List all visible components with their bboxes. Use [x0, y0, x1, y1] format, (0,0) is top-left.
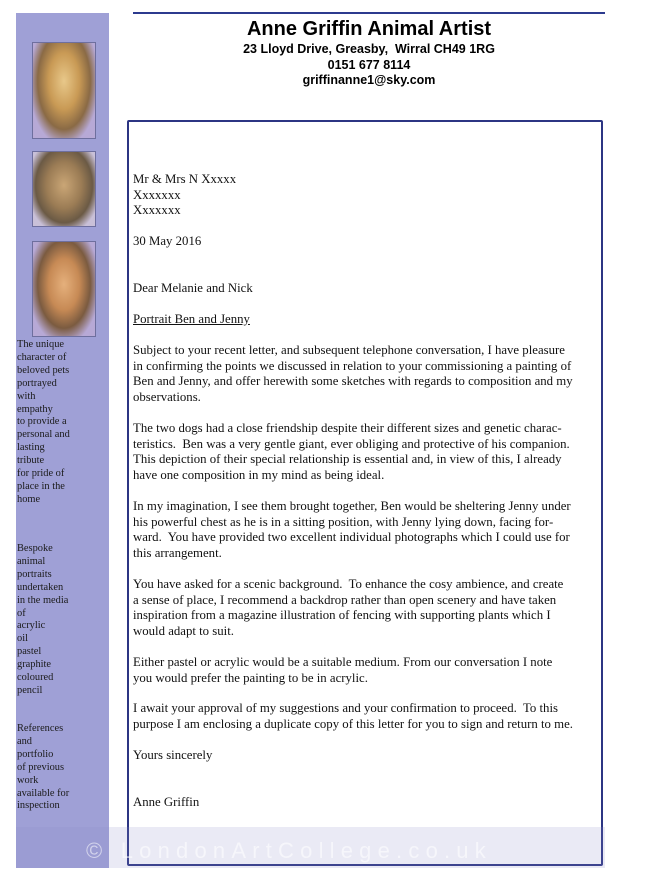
paragraph-4 [133, 577, 603, 639]
paragraph-5 [133, 655, 603, 686]
text-line: ward. You have provided two excellent individual photographs which I could use for [133, 530, 570, 545]
text-line: I await your approval of my suggestions and your confirmation to proceed. To this [133, 701, 558, 715]
text-line: pastel [17, 646, 42, 658]
text-line: References [17, 723, 64, 734]
text-line: inspiration from a magazine illustration of fencing with supporting plants which I [133, 608, 551, 623]
watermark-text: © LondonArtCollege.co.uk [86, 838, 492, 863]
text-line: Ben and Jenny, and offer herewith some sketches with regards to composition and my [133, 374, 573, 389]
text-line: teristics. Ben was a very gentle giant, ever obliging and protective of his companion. [133, 436, 570, 451]
text-line: Subject to your recent letter, and subsequent telephone conversation, I have pleasure [133, 343, 565, 357]
text-line: Either pastel or acrylic would be a suitable medium. From our conversation I note [133, 655, 553, 669]
text-line: purpose I am enclosing a duplicate copy of this letter for you to sign and return to me. [133, 716, 573, 731]
text-line: character of [17, 351, 67, 363]
salutation: Dear Melanie and Nick [133, 281, 253, 295]
text-line: tribute [17, 455, 45, 467]
signature-name: Anne Griffin [133, 795, 200, 809]
text-line: a sense of place, I recommend a backdrop rather than open scenery and have taken [133, 592, 557, 607]
text-line: in the media [17, 594, 69, 606]
letter-date: 30 May 2016 [133, 234, 202, 248]
text-line: would adapt to suit. [133, 623, 234, 638]
text-line: home [17, 493, 41, 505]
text-line: his powerful chest as he is in a sitting position, with Jenny lying down, facing for- [133, 514, 554, 529]
text-line: this arrangement. [133, 545, 222, 560]
letter-subject: Portrait Ben and Jenny [133, 312, 250, 326]
text-line: Mr & Mrs N Xxxxx [133, 172, 237, 186]
text-line: lasting [17, 442, 45, 454]
text-line: acrylic [17, 620, 46, 632]
paragraph-2 [133, 421, 603, 483]
sidebar-blurb-pets [17, 339, 89, 507]
paragraph-6 [133, 701, 603, 732]
text-line: In my imagination, I see them brought together, Ben would be sheltering Jenny under [133, 499, 571, 513]
recipient-address [133, 172, 603, 219]
text-line: have one composition in my mind as being ideal. [133, 467, 385, 482]
email-address: griffinanne1@sky.com [302, 73, 436, 87]
closing: Yours sincerely [133, 748, 213, 762]
text-line: oil [17, 633, 28, 645]
text-line: for pride of [17, 468, 65, 480]
text-line: personal and [17, 429, 70, 441]
text-line: Bespoke [17, 543, 53, 554]
text-line: place in the [17, 480, 65, 492]
text-line: portfolio [17, 748, 54, 760]
text-line: animal [17, 555, 46, 567]
text-line: and [17, 735, 33, 747]
text-line: to provide a [17, 416, 67, 428]
text-line: with [17, 390, 36, 402]
text-line: beloved pets [17, 364, 70, 376]
text-line: coloured [17, 672, 54, 684]
text-line: of [17, 607, 26, 619]
address: 23 Lloyd Drive, Greasby, Wirral CH49 1RG [243, 42, 495, 56]
text-line: The two dogs had a close friendship despite their different sizes and genetic charac- [133, 421, 562, 435]
text-line: inspection [17, 800, 60, 812]
text-line: The unique [17, 339, 65, 350]
paragraph-3 [133, 499, 603, 561]
dog-portrait-image [32, 42, 96, 139]
text-line: This depiction of their special relationship is essential and, in view of this, I already [133, 452, 562, 467]
text-line: pencil [17, 684, 43, 696]
text-line: you would prefer the painting to be in acrylic. [133, 670, 368, 685]
paragraph-1 [133, 343, 603, 405]
text-line: observations. [133, 389, 201, 404]
terrier-portrait-image [32, 241, 96, 337]
text-line: portraits [17, 568, 52, 580]
text-line: You have asked for a scenic background. To enhance the cosy ambience, and create [133, 577, 564, 591]
sidebar-blurb-media [17, 543, 89, 698]
text-line: work [17, 774, 39, 786]
cat-portrait-image [32, 151, 96, 227]
letterhead [133, 14, 605, 108]
text-line: of previous [17, 761, 65, 773]
text-line: empathy [17, 403, 53, 415]
text-line: Xxxxxxx [133, 187, 181, 202]
phone-number: 0151 677 8114 [327, 57, 411, 72]
text-line: in confirming the points we discussed in relation to your commissioning a painting of [133, 358, 572, 373]
artist-name: Anne Griffin Animal Artist [246, 18, 492, 40]
text-line: available for [17, 787, 70, 799]
text-line: undertaken [17, 581, 64, 593]
sidebar-blurb-references [17, 723, 89, 813]
text-line: Xxxxxxx [133, 203, 181, 218]
text-line: graphite [17, 659, 52, 671]
text-line: portrayed [17, 377, 57, 389]
